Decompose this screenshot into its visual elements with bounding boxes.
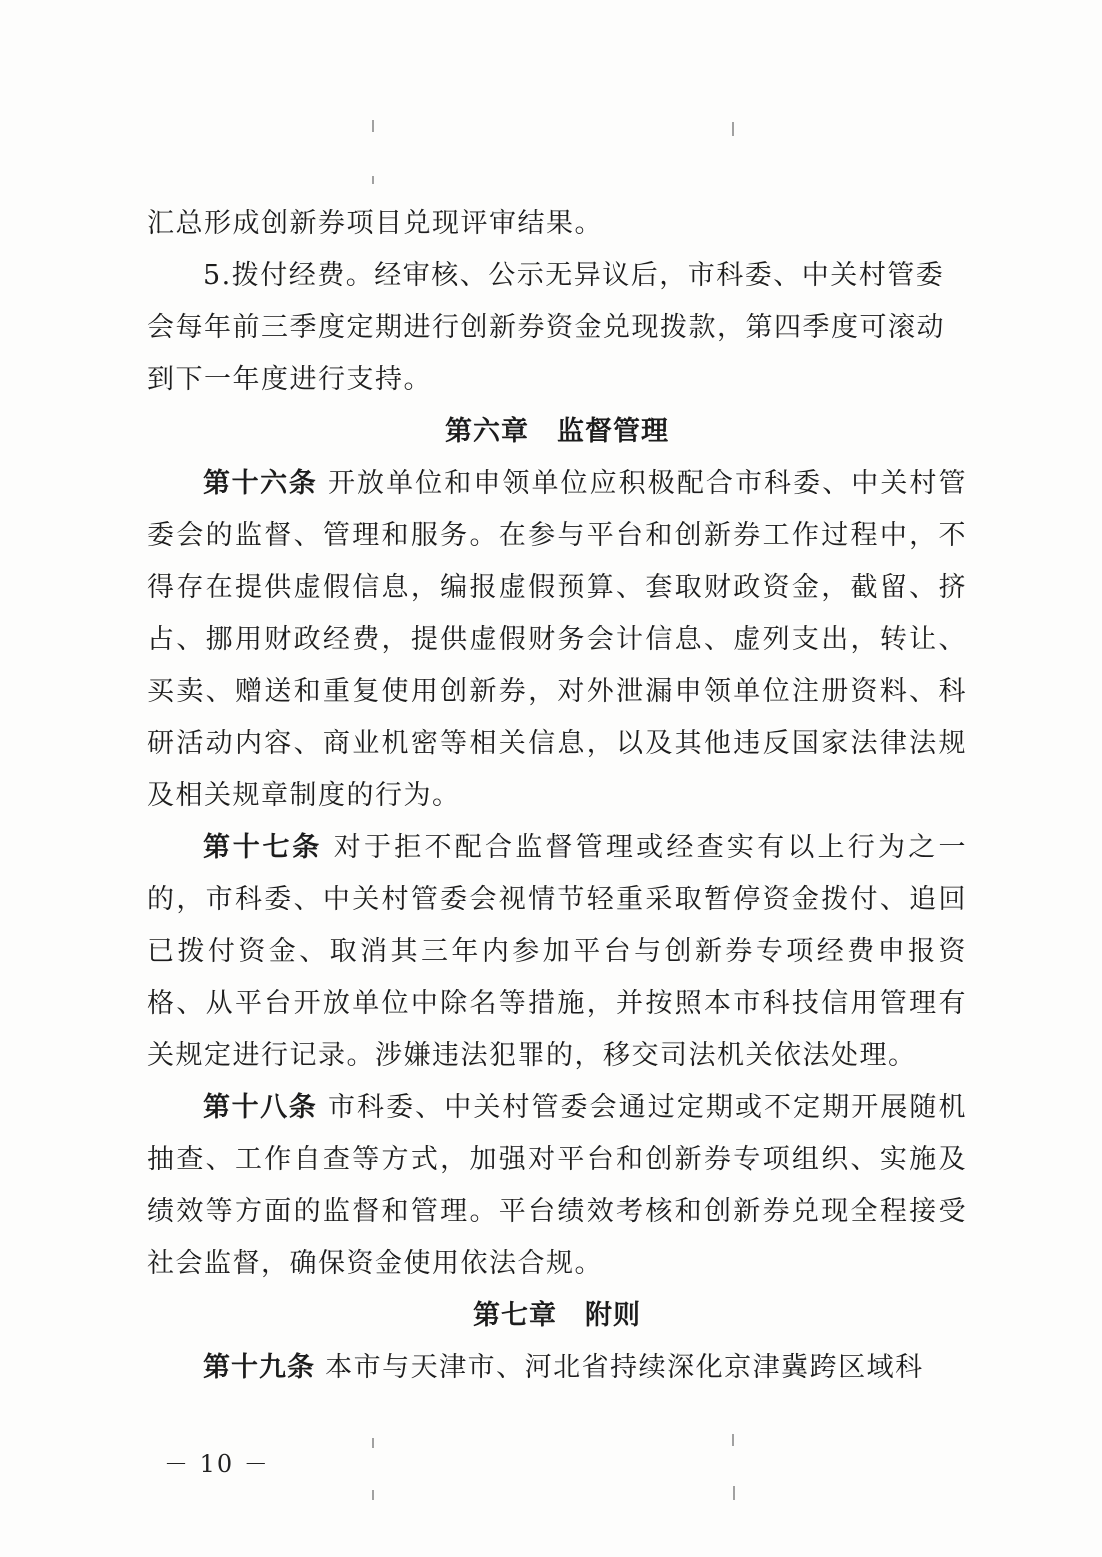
article-label: 第十七条 (203, 832, 322, 863)
chapter-number: 第六章 (445, 416, 529, 447)
chapter-heading (147, 406, 967, 458)
article-text: 本市与天津市、河北省持续深化京津冀跨区域科 (325, 1352, 924, 1383)
scan-speck (732, 1434, 734, 1446)
article-label: 第十六条 (203, 468, 318, 499)
body-line: 到下一年度进行支持。 (147, 364, 432, 395)
chapter-title: 附则 (585, 1300, 641, 1331)
body-line: 会每年前三季度定期进行创新券资金兑现拨款，第四季度可滚动 (147, 312, 945, 343)
scan-speck (372, 1438, 374, 1448)
article-label: 第十八条 (203, 1092, 318, 1123)
article-text: 开放单位和申领单位应积极配合市科委、中关村管委会的监督、管理和服务。在参与平台和创新券工作过程中，不得存在提供虚假信息，编报虚假预算、套取财政资金，截留、挤占、挪用财政经费，提供虚假财务会计信息、虚列支出，转让、买卖、赠送和重复使用创新券，对外泄漏申领单位注册资料、科研活动内容、商业机密等相关信息，以及其他违反国家法律法规及相关规章制度的行为。 (147, 468, 967, 811)
article-paragraph (147, 1082, 967, 1290)
article-paragraph (147, 1342, 967, 1394)
article-text: 对于拒不配合监督管理或经查实有以上行为之一的，市科委、中关村管委会视情节轻重采取暂停资金拨付、追回已拨付资金、取消其三年内参加平台与创新券专项经费申报资格、从平台开放单位中除名等措施，并按照本市科技信用管理有关规定进行记录。涉嫌违法犯罪的，移交司法机关依法处理。 (147, 832, 968, 1071)
scan-speck (733, 1486, 735, 1500)
chapter-heading (147, 1290, 967, 1342)
article-text: 市科委、中关村管委会通过定期或不定期开展随机抽查、工作自查等方式，加强对平台和创新券专项组织、实施及绩效等方面的监督和管理。平台绩效考核和创新券兑现全程接受社会监督，确保资金使用依法合规。 (147, 1092, 967, 1279)
scan-speck (372, 120, 374, 132)
chapter-title: 监督管理 (557, 416, 669, 447)
scan-speck (372, 1490, 374, 1500)
page-number: － 10 － (164, 1450, 270, 1478)
scan-speck (732, 122, 734, 136)
scan-speck (372, 176, 374, 184)
article-paragraph (147, 822, 967, 1082)
document-body (147, 198, 967, 1394)
chapter-number: 第七章 (473, 1300, 557, 1331)
body-line: 5.拨付经费。经审核、公示无异议后，市科委、中关村管委 (203, 260, 945, 291)
body-line: 汇总形成创新券项目兑现评审结果。 (147, 208, 603, 239)
article-label: 第十九条 (203, 1352, 315, 1383)
article-paragraph (147, 458, 967, 822)
